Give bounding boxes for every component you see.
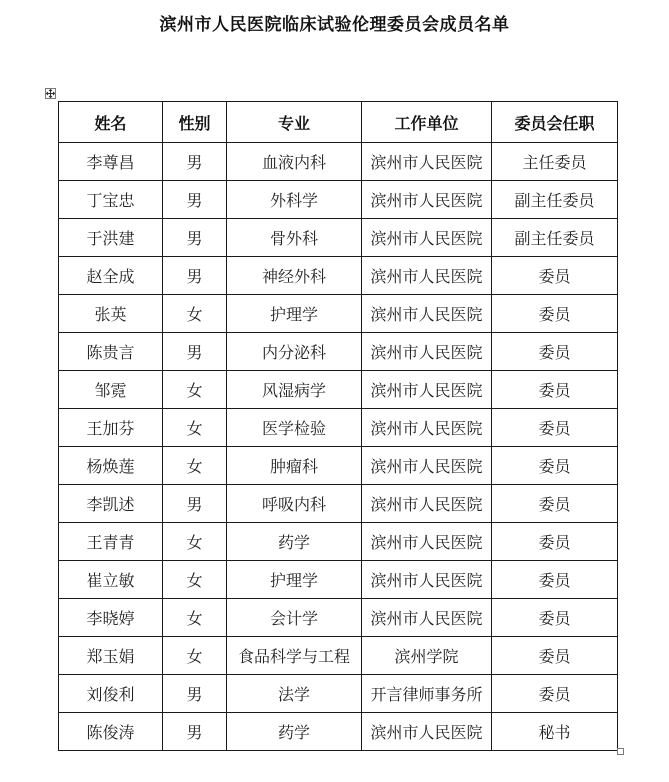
cell-workplace: 滨州市人民医院 bbox=[362, 371, 492, 409]
cell-position: 副主任委员 bbox=[492, 181, 618, 219]
table-row bbox=[59, 409, 618, 447]
cell-gender: 女 bbox=[163, 561, 227, 599]
table-row bbox=[59, 143, 618, 181]
cell-gender: 男 bbox=[163, 219, 227, 257]
cell-position: 委员 bbox=[492, 523, 618, 561]
cell-gender: 女 bbox=[163, 447, 227, 485]
cell-workplace: 滨州市人民医院 bbox=[362, 447, 492, 485]
cell-position: 委员 bbox=[492, 637, 618, 675]
table-row bbox=[59, 219, 618, 257]
table-row bbox=[59, 295, 618, 333]
cell-workplace: 滨州市人民医院 bbox=[362, 219, 492, 257]
cell-position: 委员 bbox=[492, 447, 618, 485]
table-move-handle-icon[interactable] bbox=[45, 88, 56, 99]
cell-position: 副主任委员 bbox=[492, 219, 618, 257]
cell-name: 刘俊利 bbox=[59, 675, 163, 713]
cell-gender: 男 bbox=[163, 257, 227, 295]
table-row bbox=[59, 713, 618, 751]
cell-specialty: 血液内科 bbox=[227, 143, 362, 181]
column-header-specialty: 专业 bbox=[227, 102, 362, 143]
cell-gender: 男 bbox=[163, 675, 227, 713]
cell-gender: 男 bbox=[163, 333, 227, 371]
cell-name: 李凯述 bbox=[59, 485, 163, 523]
table-row bbox=[59, 447, 618, 485]
cell-position: 委员 bbox=[492, 295, 618, 333]
cell-name: 丁宝忠 bbox=[59, 181, 163, 219]
cell-name: 王加芬 bbox=[59, 409, 163, 447]
cell-workplace: 滨州市人民医院 bbox=[362, 599, 492, 637]
cell-specialty: 药学 bbox=[227, 523, 362, 561]
cell-workplace: 滨州市人民医院 bbox=[362, 523, 492, 561]
cell-gender: 男 bbox=[163, 181, 227, 219]
cell-name: 赵全成 bbox=[59, 257, 163, 295]
cell-position: 主任委员 bbox=[492, 143, 618, 181]
cell-specialty: 呼吸内科 bbox=[227, 485, 362, 523]
cell-specialty: 会计学 bbox=[227, 599, 362, 637]
cell-gender: 女 bbox=[163, 637, 227, 675]
document-title: 滨州市人民医院临床试验伦理委员会成员名单 bbox=[159, 15, 510, 35]
cell-workplace: 滨州市人民医院 bbox=[362, 143, 492, 181]
cell-workplace: 滨州市人民医院 bbox=[362, 561, 492, 599]
column-header-position: 委员会任职 bbox=[492, 102, 618, 143]
table-row bbox=[59, 257, 618, 295]
cell-specialty: 护理学 bbox=[227, 561, 362, 599]
cell-name: 郑玉娟 bbox=[59, 637, 163, 675]
cell-gender: 男 bbox=[163, 713, 227, 751]
cell-gender: 女 bbox=[163, 523, 227, 561]
cell-position: 委员 bbox=[492, 333, 618, 371]
cell-specialty: 风湿病学 bbox=[227, 371, 362, 409]
cell-gender: 女 bbox=[163, 371, 227, 409]
cell-specialty: 肿瘤科 bbox=[227, 447, 362, 485]
cell-specialty: 医学检验 bbox=[227, 409, 362, 447]
cell-name: 崔立敏 bbox=[59, 561, 163, 599]
cell-workplace: 滨州市人民医院 bbox=[362, 257, 492, 295]
cell-name: 陈俊涛 bbox=[59, 713, 163, 751]
cell-position: 秘书 bbox=[492, 713, 618, 751]
cell-specialty: 外科学 bbox=[227, 181, 362, 219]
cell-workplace: 滨州市人民医院 bbox=[362, 713, 492, 751]
cell-gender: 女 bbox=[163, 599, 227, 637]
cell-specialty: 食品科学与工程 bbox=[227, 637, 362, 675]
cell-workplace: 开言律师事务所 bbox=[362, 675, 492, 713]
column-header-name: 姓名 bbox=[59, 102, 163, 143]
table-row bbox=[59, 675, 618, 713]
cell-specialty: 法学 bbox=[227, 675, 362, 713]
cell-gender: 男 bbox=[163, 143, 227, 181]
cell-name: 王青青 bbox=[59, 523, 163, 561]
table-row bbox=[59, 523, 618, 561]
cell-gender: 女 bbox=[163, 295, 227, 333]
cell-name: 李尊昌 bbox=[59, 143, 163, 181]
cell-position: 委员 bbox=[492, 675, 618, 713]
table-row bbox=[59, 181, 618, 219]
table-header-row bbox=[59, 102, 618, 143]
cell-workplace: 滨州市人民医院 bbox=[362, 485, 492, 523]
cell-specialty: 神经外科 bbox=[227, 257, 362, 295]
cell-position: 委员 bbox=[492, 561, 618, 599]
cell-name: 邹霓 bbox=[59, 371, 163, 409]
cell-gender: 男 bbox=[163, 485, 227, 523]
cell-gender: 女 bbox=[163, 409, 227, 447]
table-resize-handle-icon[interactable] bbox=[617, 748, 624, 755]
table-row bbox=[59, 485, 618, 523]
cell-name: 张英 bbox=[59, 295, 163, 333]
cell-workplace: 滨州市人民医院 bbox=[362, 295, 492, 333]
table-body bbox=[59, 143, 618, 751]
cell-specialty: 护理学 bbox=[227, 295, 362, 333]
committee-member-table bbox=[58, 101, 618, 751]
table-row bbox=[59, 599, 618, 637]
column-header-gender: 性别 bbox=[163, 102, 227, 143]
cell-workplace: 滨州学院 bbox=[362, 637, 492, 675]
cell-position: 委员 bbox=[492, 257, 618, 295]
cell-name: 李晓婷 bbox=[59, 599, 163, 637]
column-header-workplace: 工作单位 bbox=[362, 102, 492, 143]
cell-position: 委员 bbox=[492, 371, 618, 409]
table-row bbox=[59, 561, 618, 599]
cell-specialty: 内分泌科 bbox=[227, 333, 362, 371]
table-row bbox=[59, 637, 618, 675]
four-way-arrow-icon bbox=[46, 89, 55, 98]
table-row bbox=[59, 333, 618, 371]
cell-specialty: 骨外科 bbox=[227, 219, 362, 257]
cell-workplace: 滨州市人民医院 bbox=[362, 181, 492, 219]
cell-name: 杨焕莲 bbox=[59, 447, 163, 485]
cell-position: 委员 bbox=[492, 409, 618, 447]
cell-workplace: 滨州市人民医院 bbox=[362, 409, 492, 447]
cell-name: 于洪建 bbox=[59, 219, 163, 257]
cell-name: 陈贵言 bbox=[59, 333, 163, 371]
table-row bbox=[59, 371, 618, 409]
cell-workplace: 滨州市人民医院 bbox=[362, 333, 492, 371]
cell-specialty: 药学 bbox=[227, 713, 362, 751]
cell-position: 委员 bbox=[492, 485, 618, 523]
cell-position: 委员 bbox=[492, 599, 618, 637]
